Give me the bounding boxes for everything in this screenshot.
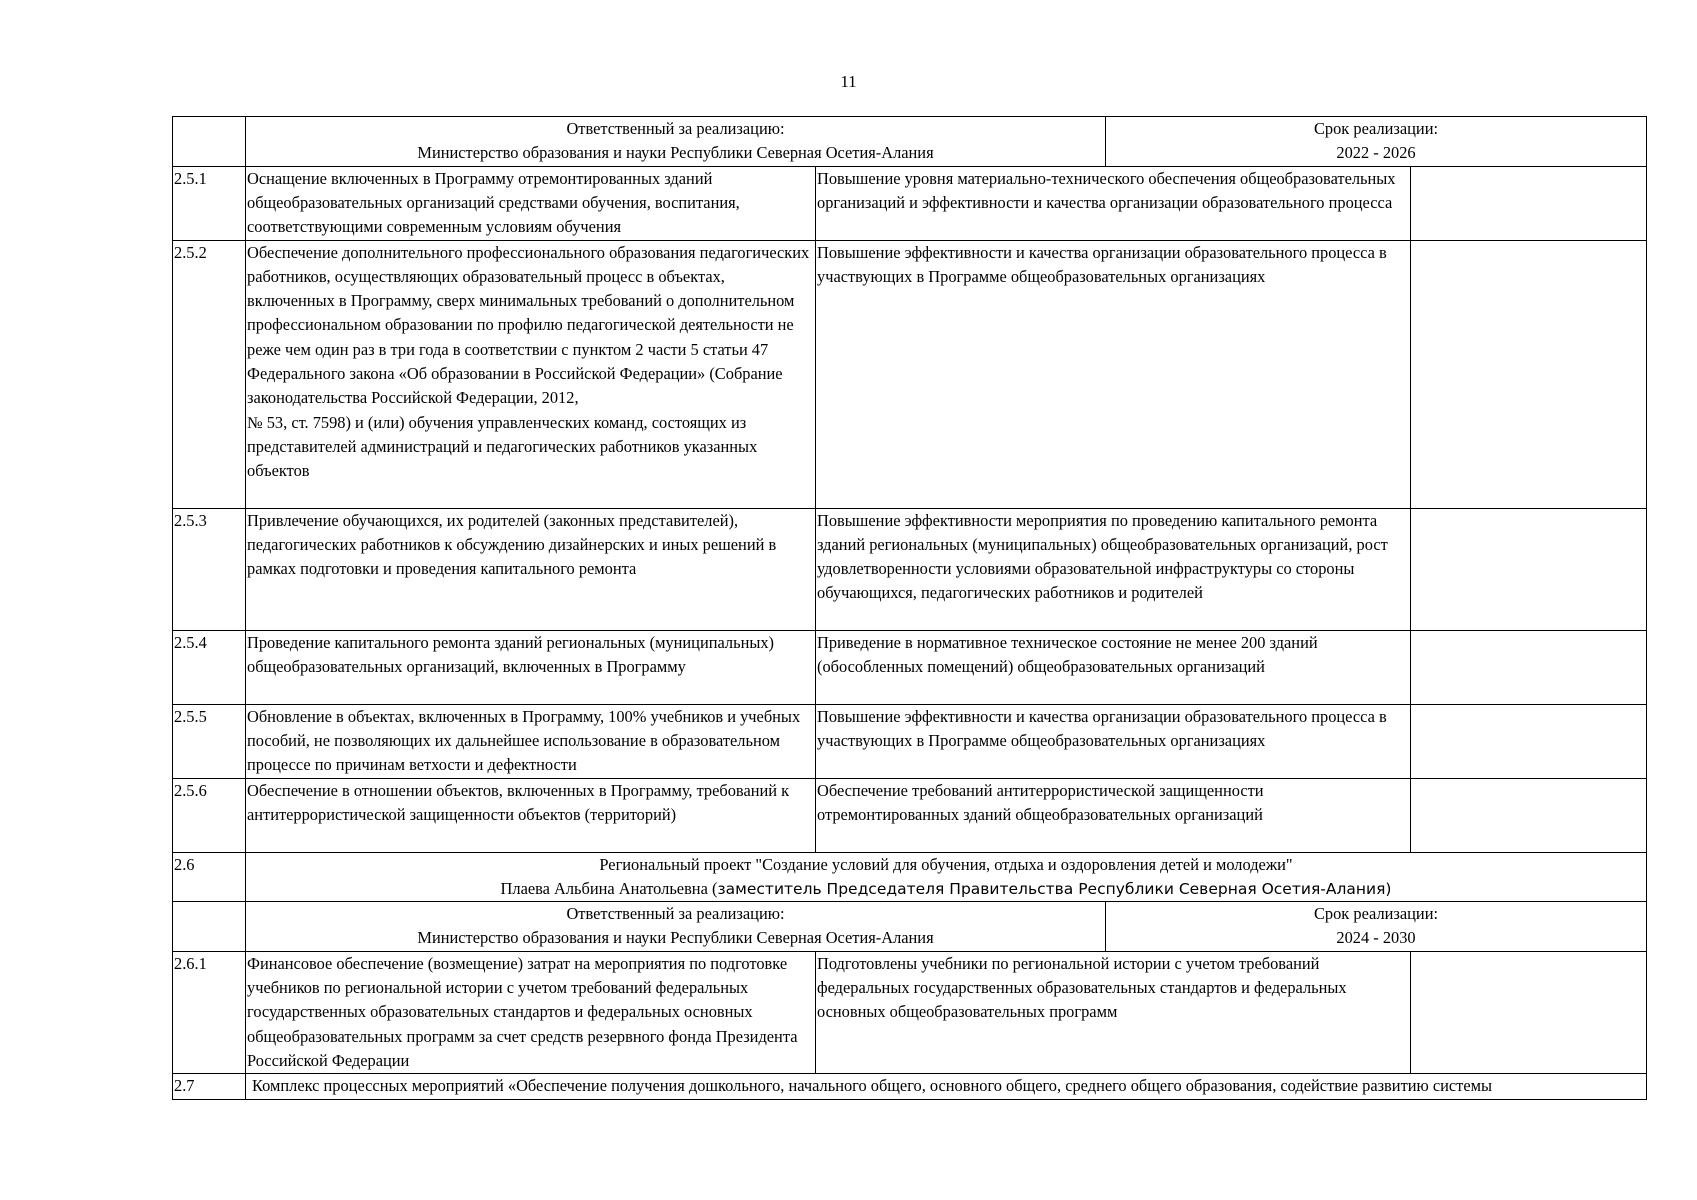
- row-number: 2.6: [173, 852, 246, 902]
- row-number: 2.5.5: [173, 704, 246, 778]
- effect-text: Подготовлены учебники по региональной истории с учетом требований федеральных государственных образовательных стандартов и федеральных основных общеобразовательных программ: [816, 951, 1411, 1073]
- link-cell: [1411, 704, 1647, 778]
- task-text: Привлечение обучающихся, их родителей (законных представителей), педагогических работников к обсуждению дизайнерских и иных решений в рамках подготовки и проведения капитального ремонта: [246, 508, 816, 630]
- regional-project-curator: [247, 877, 1645, 901]
- curator-position: заместитель Председателя Правительства Республики Северная Осетия-Алания): [717, 879, 1392, 898]
- row-number: 2.5.4: [173, 630, 246, 704]
- program-table: [172, 116, 1647, 1100]
- task-text: Оснащение включенных в Программу отремонтированных зданий общеобразовательных организаций средствами обучения, воспитания, соответствующими современным условиям обучения: [246, 166, 816, 240]
- task-text-continued: № 53, ст. 7598) и (или) обучения управленческих команд, состоящих из представителей администраций и педагогических работников указанных объектов: [247, 412, 758, 481]
- row-number: 2.5.1: [173, 166, 246, 240]
- effect-text: Обеспечение требований антитеррористической защищенности отремонтированных зданий общеобразовательных организаций: [816, 778, 1411, 852]
- table-row: [173, 778, 1647, 852]
- effect-text: Приведение в нормативное техническое состояние не менее 200 зданий (обособленных помещений) общеобразовательных организаций: [816, 630, 1411, 704]
- link-cell: [1411, 630, 1647, 704]
- regional-project-row: [173, 852, 1647, 902]
- link-cell: [1411, 166, 1647, 240]
- table-row: [173, 951, 1647, 1073]
- table-row: [173, 630, 1647, 704]
- responsible-label: Ответственный за реализацию:: [566, 119, 785, 138]
- effect-text: Повышение эффективности и качества организации образовательного процесса в участвующих в Программе общеобразовательных организациях: [816, 240, 1411, 508]
- empty-number-cell: [173, 117, 246, 167]
- term-cell: [1106, 117, 1647, 167]
- link-cell: [1411, 778, 1647, 852]
- row-number: 2.5.6: [173, 778, 246, 852]
- table-row: [173, 704, 1647, 778]
- link-cell: [1411, 508, 1647, 630]
- responsible-value: Министерство образования и науки Республики Северная Осетия-Алания: [417, 928, 934, 948]
- row-number: 2.5.2: [173, 240, 246, 508]
- term-label: Срок реализации:: [1313, 904, 1439, 924]
- page-number: 11: [840, 72, 857, 91]
- responsible-cell: [246, 902, 1106, 952]
- table-row: [173, 508, 1647, 630]
- curator-name: Плаева Альбина Анатольевна (: [500, 878, 718, 898]
- table-row: [173, 240, 1647, 508]
- row-number: 2.6.1: [173, 951, 246, 1073]
- regional-project-cell: [246, 852, 1647, 902]
- task-text: Обновление в объектах, включенных в Программу, 100% учебников и учебных пособий, не позволяющих их дальнейшее использование в образовательном процессе по причинам ветхости и дефектности: [246, 704, 816, 778]
- effect-text: Повышение эффективности мероприятия по проведению капитального ремонта зданий региональных (муниципальных) общеобразовательных организаций, рост удовлетворенности условиями образовательной инфраструктуры со стороны обучающихся, педагогических работников и родителей: [816, 508, 1411, 630]
- link-cell: [1411, 240, 1647, 508]
- effect-text: Повышение эффективности и качества организации образовательного процесса в участвующих в Программе общеобразовательных организациях: [816, 704, 1411, 778]
- process-complex-title: Комплекс процессных мероприятий «Обеспечение получения дошкольного, начального общего, основного общего, среднего общего образования, содействие развитию системы: [246, 1074, 1647, 1099]
- responsible-header-row: [173, 117, 1647, 167]
- task-text: Обеспечение в отношении объектов, включенных в Программу, требований к антитеррористической защищенности объектов (территорий): [246, 778, 816, 852]
- process-complex-row: [173, 1074, 1647, 1099]
- responsible-cell: [246, 117, 1106, 167]
- responsible-value: Министерство образования и науки Республики Северная Осетия-Алания: [417, 143, 934, 163]
- table-row: [173, 166, 1647, 240]
- row-number: 2.7: [173, 1074, 246, 1099]
- term-label: Срок реализации:: [1313, 119, 1439, 138]
- term-value: 2024 - 2030: [1336, 928, 1416, 948]
- task-text: Обеспечение дополнительного профессионального образования педагогических работников, осуществляющих образовательный процесс в объектах, включенных в Программу, сверх минимальных требований о дополнительном профессиональном образовании по профилю педагогической деятельности не реже чем один раз в три года в соответствии с пунктом 2 части 5 статьи 47 Федерального закона «Об образовании в Российской Федерации» (Собрание законодательства Российской Федерации, 2012,: [247, 242, 810, 408]
- empty-number-cell: [173, 902, 246, 952]
- task-cell: [246, 240, 816, 508]
- responsible-label: Ответственный за реализацию:: [566, 904, 785, 924]
- term-cell: [1106, 902, 1647, 952]
- regional-project-title: Региональный проект "Создание условий для обучения, отдыха и оздоровления детей и молодежи": [599, 854, 1293, 874]
- term-value: 2022 - 2026: [1336, 143, 1416, 163]
- task-text: Проведение капитального ремонта зданий региональных (муниципальных) общеобразовательных организаций, включенных в Программу: [246, 630, 816, 704]
- effect-text: Повышение уровня материально-технического обеспечения общеобразовательных организаций и эффективности и качества организации образовательного процесса: [816, 166, 1411, 240]
- link-cell: [1411, 951, 1647, 1073]
- task-text: Финансовое обеспечение (возмещение) затрат на мероприятия по подготовке учебников по региональной истории с учетом требований федеральных государственных образовательных стандартов и федеральных основных общеобразовательных программ за счет средств резервного фонда Президента Российской Федерации: [246, 951, 816, 1073]
- row-number: 2.5.3: [173, 508, 246, 630]
- responsible-header-row: [173, 902, 1647, 952]
